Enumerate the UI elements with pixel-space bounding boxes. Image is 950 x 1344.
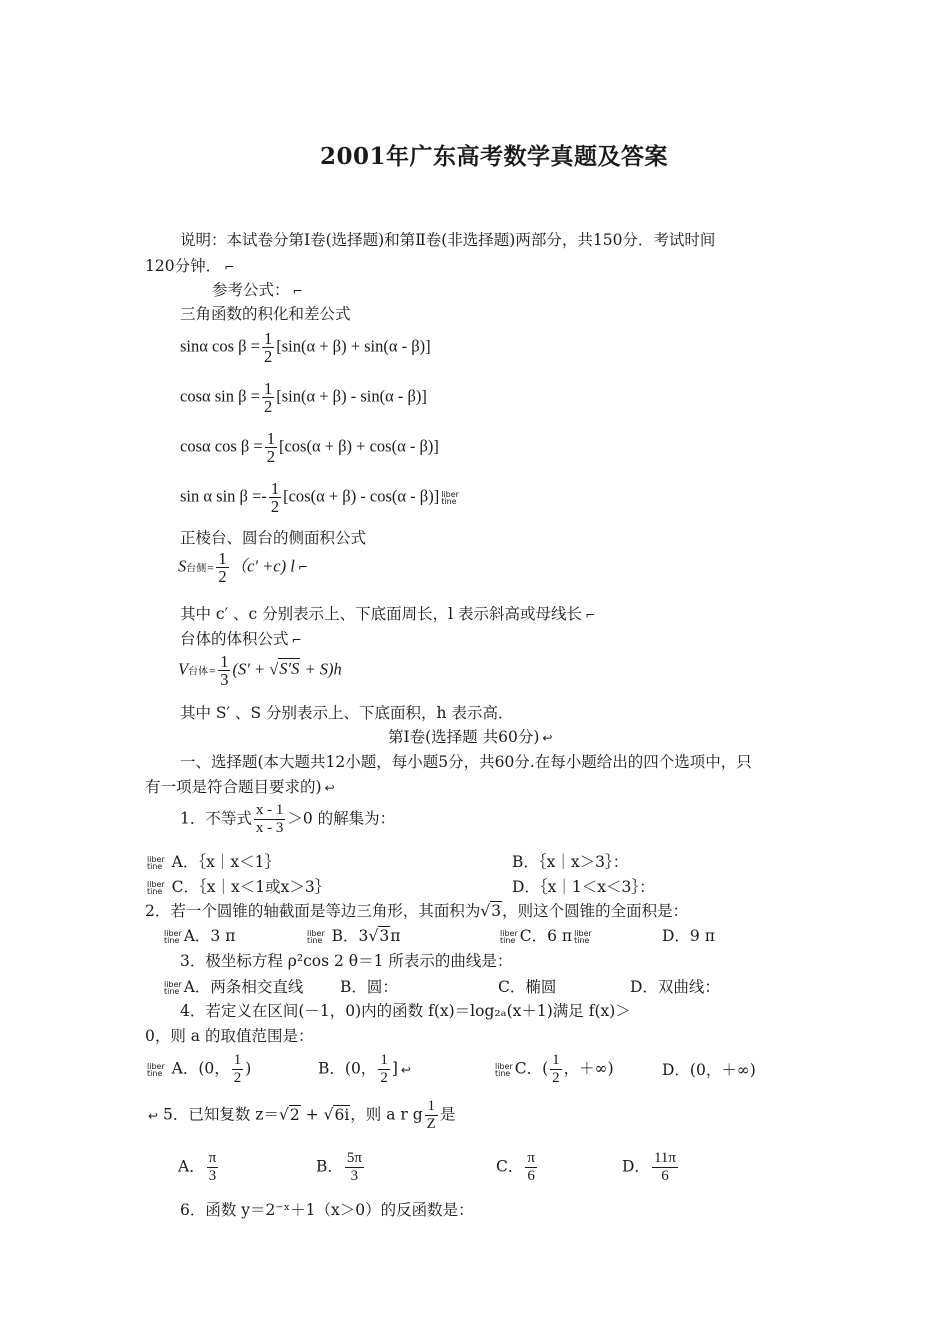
q4-option-d[interactable]: D．(0，＋∞) (662, 1061, 756, 1079)
q4-option-b[interactable]: B．(0， $\frac{1}{2}$ ] ↩ (318, 1052, 411, 1086)
q4-option-a[interactable]: liber tine A．(0， $\frac{1}{2}$ ) (147, 1052, 252, 1086)
question-2: 2．若一个圆锥的轴截面是等边三角形，其面积为√3，则这个圆锥的全面积是： (145, 902, 689, 920)
volume-heading: 台体的体积公式 ⌐ (180, 630, 302, 648)
question-5: ↩ 5．已知复数 z＝√2 + √6i，则 a r g $\frac{1}{Z}$ 是 (148, 1098, 456, 1132)
trig-formula-2: cosα sin β = $\frac{1}{2}$ [sin(α + β) - sin(α - β)] (180, 379, 427, 416)
q1-option-a[interactable]: liber tine A．｛x｜x＜1｝ (147, 853, 280, 871)
note-perimeter: 其中 c′ 、c 分别表示上、下底面周长，l 表示斜高或母线长 ⌐ (180, 605, 596, 623)
arrow-mark-icon: ↩ (324, 781, 335, 795)
trig-formula-4: sin α sin β =- $\frac{1}{2}$ [cos(α + β) - cos(α - β)] liber tine (180, 479, 459, 516)
q3-option-a[interactable]: liber tine A．两条相交直线 (164, 978, 304, 996)
q3-option-b[interactable]: B．圆： (340, 978, 398, 996)
liber-mark-icon: liber tine (574, 929, 592, 945)
return-mark-icon: ⌐ (585, 608, 596, 622)
trig-heading: 三角函数的积化和差公式 (180, 305, 351, 323)
q2-option-d[interactable]: D．9 π (662, 927, 715, 945)
q1-option-b[interactable]: B．｛x｜x＞3｝： (512, 853, 629, 871)
q5-option-b[interactable]: B． $\frac{5\pi}{3}$ (316, 1150, 362, 1184)
note-area: 其中 S′ 、S 分别表示上、下底面积，h 表示高． (180, 704, 514, 722)
liber-mark-icon: liber tine (164, 980, 182, 996)
liber-mark-icon: liber tine (147, 855, 165, 871)
return-mark-icon: ⌐ (292, 284, 303, 298)
liber-mark-icon: liber tine (307, 929, 325, 945)
question-1: 1．不等式 $\frac{x - 1}{x - 3}$ ＞0 的解集为： (180, 802, 396, 836)
q5-option-a[interactable]: A． $\frac{\pi}{3}$ (178, 1150, 217, 1184)
q3-option-c[interactable]: C．椭圆 (498, 978, 557, 996)
trig-formula-1: sinα cos β = $\frac{1}{2}$ [sin(α + β) + sin(α - β)] (180, 329, 431, 366)
return-mark-icon: ⌐ (224, 260, 235, 274)
liber-mark-icon: liber tine (164, 929, 182, 945)
question-4-line-2: 0，则 a 的取值范围是： (145, 1027, 314, 1045)
return-mark-icon: ⌐ (297, 560, 308, 575)
q5-option-d[interactable]: D． $\frac{11\pi}{6}$ (622, 1150, 676, 1184)
intro-line-1: 说明：本试卷分第Ⅰ卷(选择题)和第Ⅱ卷(非选择题)两部分，共150分．考试时间 (180, 231, 716, 249)
q2-option-c[interactable]: liber tine C．6 π liber tine (500, 927, 592, 945)
section1-line-1: 一、选择题(本大题共12小题，每小题5分，共60分.在每小题给出的四个选项中，只 (180, 753, 752, 771)
liber-mark-icon: liber tine (495, 1061, 513, 1078)
liber-mark-icon: liber tine (147, 880, 165, 896)
q5-option-c[interactable]: C． $\frac{\pi}{6}$ (496, 1150, 535, 1184)
liber-mark-icon: liber tine (147, 1061, 165, 1078)
part1-heading: 第Ⅰ卷(选择题 共60分) ↩ (388, 728, 553, 746)
q4-option-c[interactable]: liber tine C．( $\frac{1}{2}$ ，＋∞) (495, 1052, 614, 1086)
arrow-mark-icon: ↩ (542, 731, 553, 745)
q2-option-a[interactable]: liber tine A．3 π (164, 927, 236, 945)
return-mark-icon: ⌐ (291, 633, 302, 647)
q1-option-d[interactable]: D．｛x｜1＜x＜3｝： (512, 878, 655, 896)
arrow-mark-icon: ↩ (400, 1062, 411, 1077)
page-title: 2001年广东高考数学真题及答案 (320, 143, 669, 170)
question-6: 6．函数 y＝2⁻ˣ＋1（x＞0）的反函数是： (180, 1201, 474, 1219)
arrow-mark-icon: ↩ (148, 1108, 159, 1123)
question-3: 3．极坐标方程 ρ²cos 2 θ＝1 所表示的曲线是： (180, 952, 513, 970)
reference-label: 参考公式： ⌐ (212, 281, 303, 299)
liber-mark-icon: liber tine (500, 929, 518, 945)
q3-option-d[interactable]: D．双曲线： (630, 978, 720, 996)
frustum-heading: 正棱台、圆台的侧面积公式 (180, 529, 367, 547)
q1-option-c[interactable]: liber tine C．｛x｜x＜1或x＞3｝ (147, 878, 331, 896)
liber-mark-icon: liber tine (441, 489, 459, 506)
section1-line-2: 有一项是符合题目要求的) ↩ (145, 778, 335, 796)
q2-option-b[interactable]: liber tine B．3√3π (307, 927, 401, 945)
intro-line-2: 120分钟． ⌐ (145, 257, 235, 275)
question-4-line-1: 4．若定义在区间(－1，0)内的函数 f(x)＝log₂ₐ(x＋1)满足 f(x)＞ (180, 1002, 631, 1020)
volume-formula: V台体= $\frac{1}{3}$ (S′ + √S′S + S)h (178, 652, 342, 689)
trig-formula-3: cosα cos β = $\frac{1}{2}$ [cos(α + β) + cos(α - β)] (180, 429, 439, 466)
lateral-area-formula: S台侧= $\frac{1}{2}$ （c′ +c) l ⌐ (178, 549, 308, 586)
